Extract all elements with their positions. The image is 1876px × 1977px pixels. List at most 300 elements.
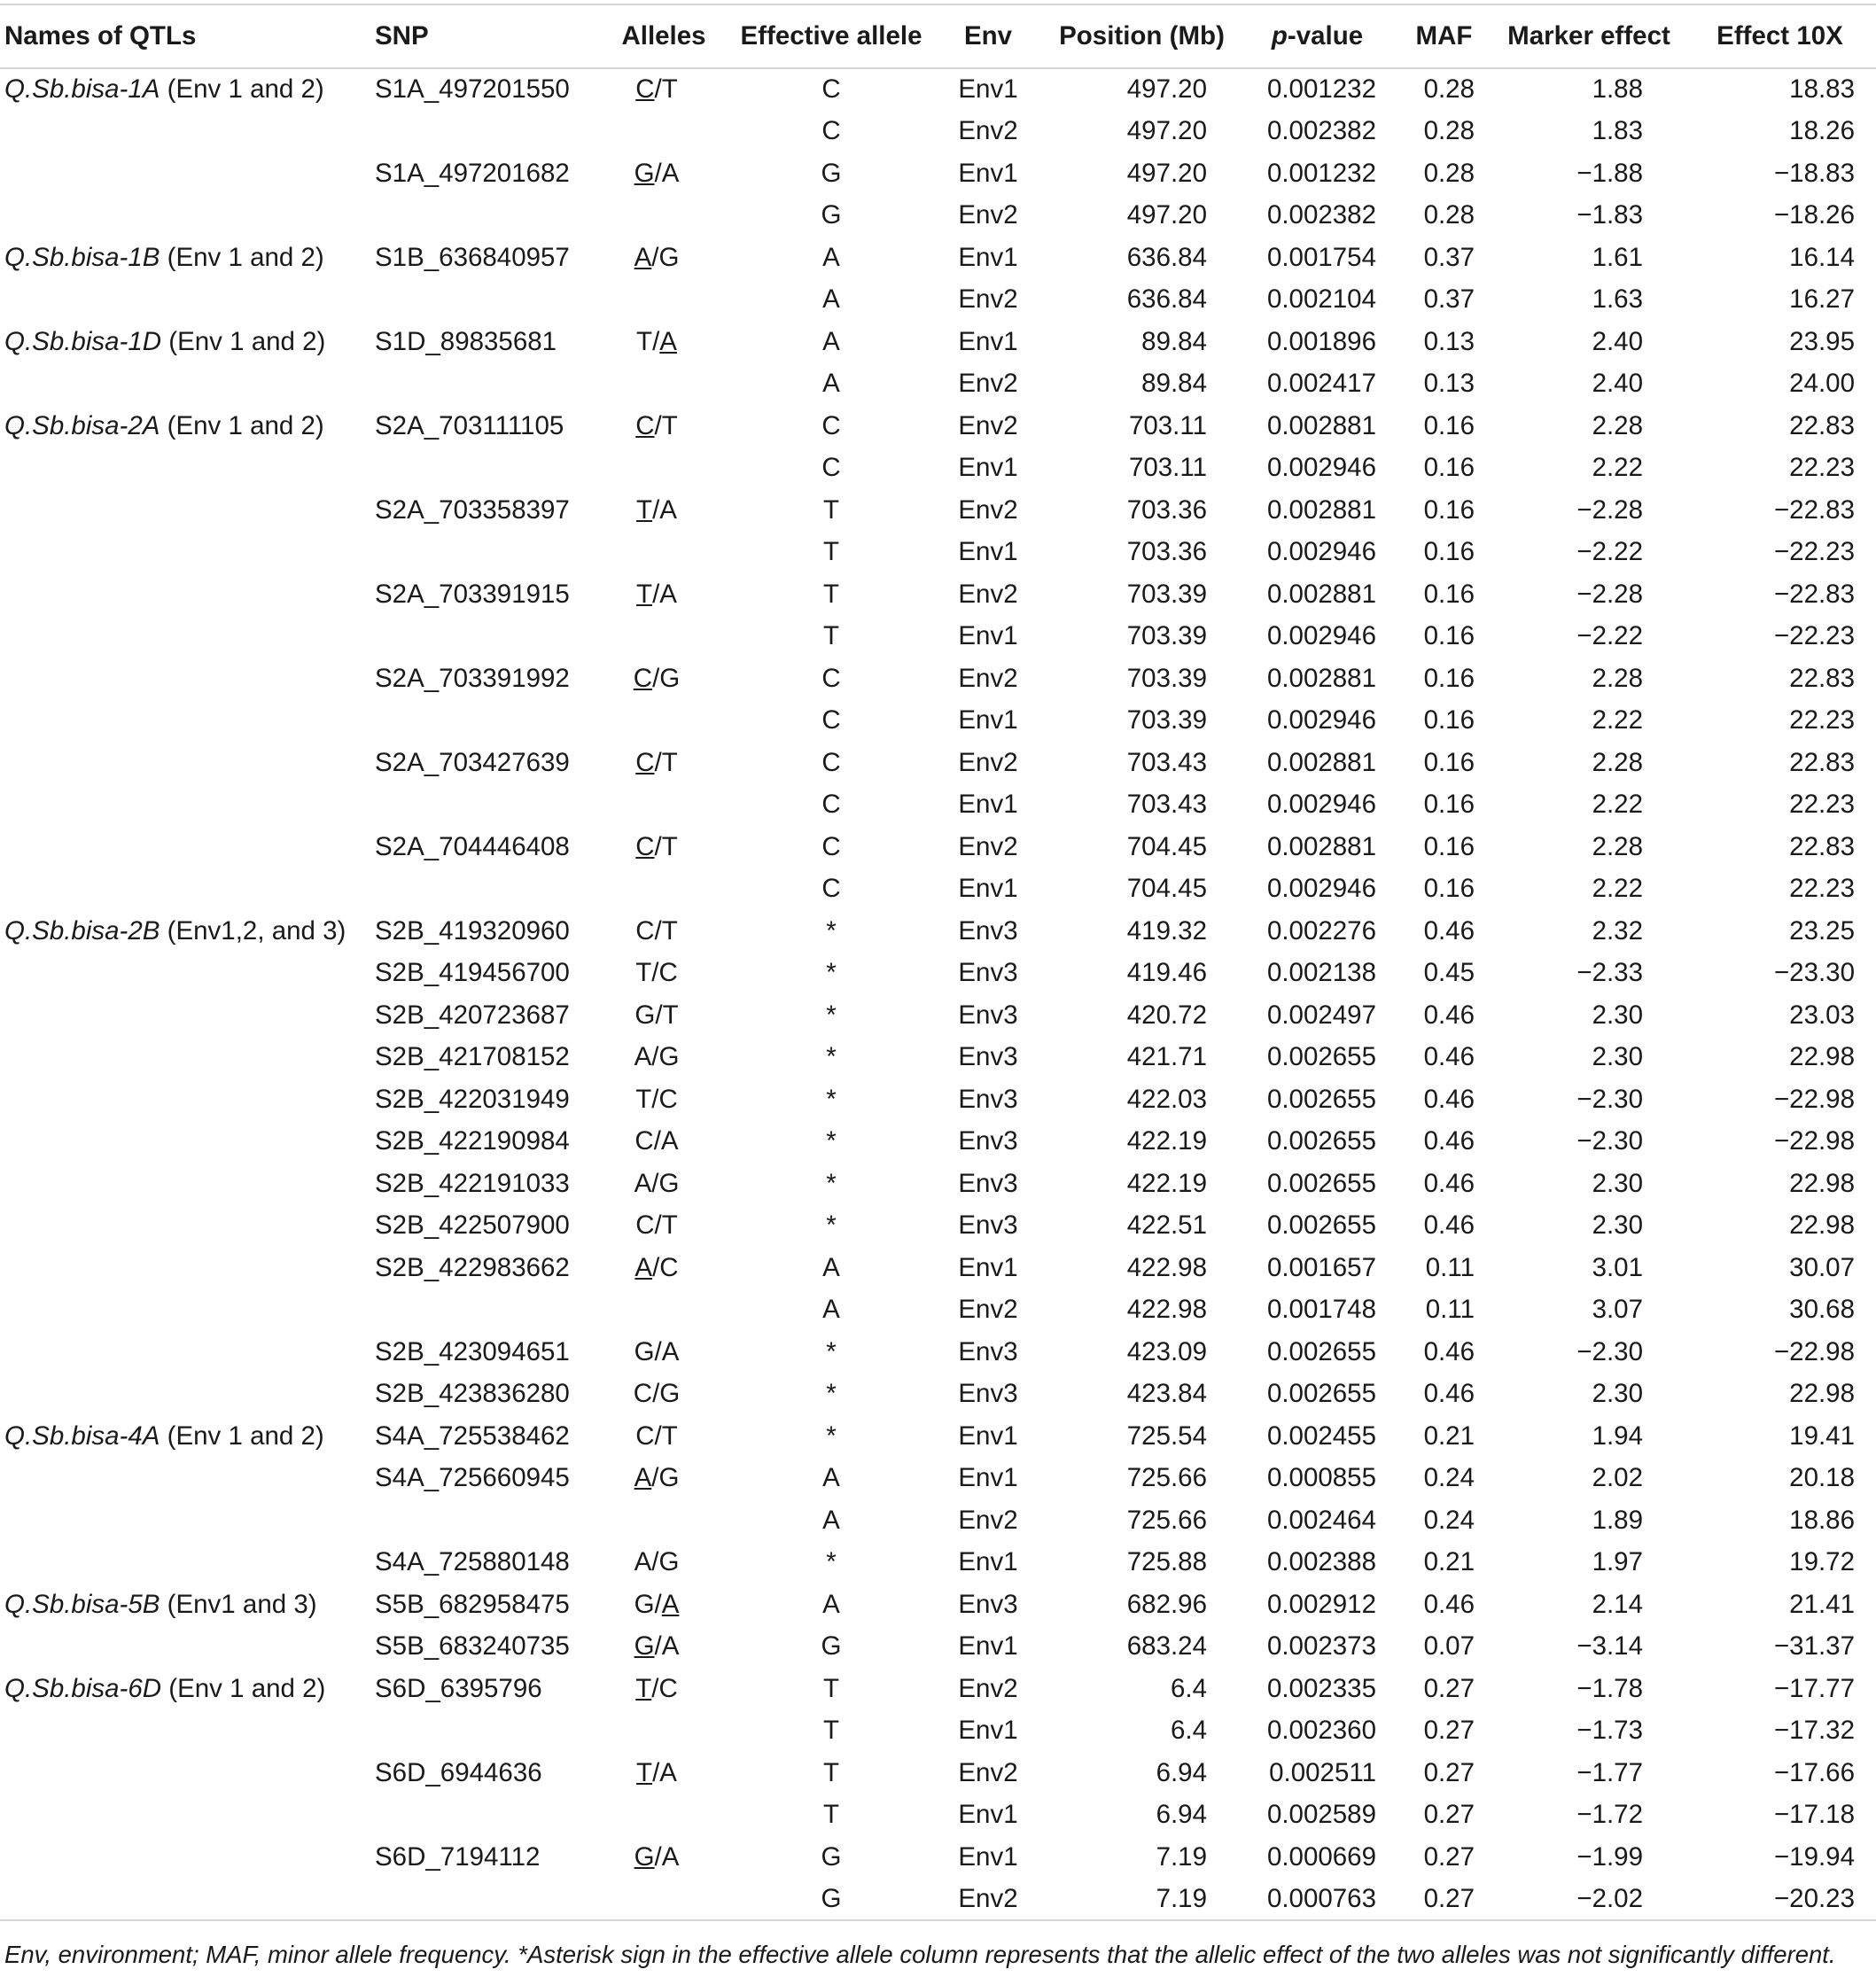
cell-snp bbox=[366, 616, 598, 658]
cell-effect-10x: −22.23 bbox=[1773, 621, 1855, 651]
cell-snp: S1A_497201550 bbox=[375, 74, 570, 105]
cell-effective-allele: G bbox=[821, 158, 842, 188]
cell-effect-10x: −23.30 bbox=[1773, 958, 1855, 988]
allele-separator: / bbox=[653, 1126, 661, 1156]
cell-effective-allele: * bbox=[826, 1000, 837, 1030]
cell-marker-effect: −2.33 bbox=[1576, 958, 1643, 988]
cell-p-value: 0.001657 bbox=[1266, 1252, 1376, 1282]
cell-position: 422.98 bbox=[1126, 1295, 1207, 1325]
cell-p-value: 0.002138 bbox=[1266, 958, 1376, 988]
cell-alleles bbox=[598, 1710, 729, 1753]
cell-effective-allele: C bbox=[821, 705, 841, 736]
table-row bbox=[0, 1879, 1876, 1921]
allele-separator: / bbox=[654, 1420, 662, 1451]
cell-p-value: 0.002511 bbox=[1269, 1757, 1376, 1787]
cell-snp: S2A_703391992 bbox=[375, 663, 570, 693]
cell-maf: 0.11 bbox=[1425, 1295, 1475, 1325]
cell-effect-10x: 23.25 bbox=[1789, 915, 1855, 946]
cell-marker-effect: 3.07 bbox=[1592, 1295, 1643, 1325]
cell-marker-effect: −2.30 bbox=[1576, 1336, 1643, 1366]
cell-alleles bbox=[598, 1163, 729, 1205]
cell-snp: S5B_682958475 bbox=[375, 1589, 570, 1619]
cell-effect-10x: 19.72 bbox=[1789, 1547, 1855, 1577]
cell-alleles bbox=[598, 237, 729, 279]
header-p-value bbox=[1241, 4, 1394, 68]
table-row bbox=[0, 784, 1876, 827]
cell-qtl-name bbox=[0, 1247, 366, 1289]
allele-2: C bbox=[658, 1673, 678, 1703]
allele-2: T bbox=[661, 915, 678, 946]
allele-1: C bbox=[635, 831, 655, 861]
allele-1: A bbox=[634, 1168, 652, 1198]
cell-maf: 0.21 bbox=[1423, 1547, 1475, 1577]
cell-qtl-name bbox=[0, 784, 366, 827]
allele-2: G bbox=[658, 242, 680, 272]
allele-separator: / bbox=[654, 1841, 662, 1872]
allele-separator: / bbox=[651, 1042, 659, 1072]
cell-qtl-name bbox=[0, 1289, 366, 1332]
cell-qtl-name bbox=[0, 1415, 366, 1458]
allele-1: C bbox=[635, 410, 655, 440]
table-row bbox=[0, 1458, 1876, 1500]
table-row bbox=[0, 68, 1876, 111]
cell-marker-effect: 2.14 bbox=[1592, 1589, 1643, 1619]
cell-snp bbox=[366, 195, 598, 237]
cell-p-value: 0.002417 bbox=[1266, 369, 1376, 399]
header-effect-10x: Effect 10X bbox=[1684, 4, 1876, 68]
cell-p-value: 0.001232 bbox=[1266, 74, 1376, 105]
table-row bbox=[0, 321, 1876, 363]
cell-effective-allele: C bbox=[821, 410, 841, 440]
allele-2: T bbox=[661, 410, 678, 440]
table-row bbox=[0, 742, 1876, 784]
cell-marker-effect: 1.94 bbox=[1592, 1420, 1643, 1451]
cell-qtl-name bbox=[0, 1752, 366, 1794]
allele-separator: / bbox=[651, 1084, 659, 1114]
allele-1: G bbox=[634, 158, 655, 188]
cell-p-value: 0.002946 bbox=[1266, 453, 1376, 483]
table-row bbox=[0, 1752, 1876, 1794]
cell-position: 725.54 bbox=[1126, 1420, 1207, 1451]
cell-env: Env3 bbox=[958, 1379, 1018, 1409]
allele-2: G bbox=[658, 1547, 680, 1577]
cell-alleles bbox=[598, 1584, 729, 1626]
cell-qtl-name bbox=[0, 321, 366, 363]
cell-position: 421.71 bbox=[1126, 1042, 1207, 1072]
cell-position: 422.98 bbox=[1126, 1252, 1207, 1282]
cell-position: 497.20 bbox=[1126, 116, 1207, 146]
allele-2: A bbox=[661, 158, 680, 188]
cell-effect-10x: 22.23 bbox=[1789, 874, 1855, 904]
cell-qtl-name bbox=[0, 1584, 366, 1626]
cell-env: Env3 bbox=[958, 1589, 1018, 1619]
cell-marker-effect: −1.88 bbox=[1576, 158, 1643, 188]
cell-marker-effect: 2.32 bbox=[1592, 915, 1643, 946]
table-row bbox=[0, 1794, 1876, 1837]
allele-separator: / bbox=[654, 1210, 662, 1241]
cell-qtl-name bbox=[0, 700, 366, 743]
cell-maf: 0.46 bbox=[1423, 915, 1475, 946]
cell-env: Env3 bbox=[958, 1168, 1018, 1198]
allele-1: G bbox=[634, 1589, 655, 1619]
header-alleles: Alleles bbox=[598, 4, 729, 68]
cell-qtl-name bbox=[0, 279, 366, 322]
cell-p-value: 0.002104 bbox=[1266, 284, 1376, 315]
cell-p-value: 0.002388 bbox=[1266, 1547, 1376, 1577]
cell-p-value: 0.002655 bbox=[1266, 1336, 1376, 1366]
cell-maf: 0.27 bbox=[1423, 1757, 1475, 1787]
cell-qtl-name bbox=[0, 1626, 366, 1669]
cell-maf: 0.46 bbox=[1423, 1336, 1475, 1366]
cell-p-value: 0.002276 bbox=[1266, 915, 1376, 946]
allele-separator: / bbox=[655, 1000, 663, 1030]
cell-maf: 0.46 bbox=[1423, 1000, 1475, 1030]
cell-env: Env1 bbox=[958, 1463, 1018, 1493]
qtl-name: Q.Sb.bisa-1A bbox=[4, 74, 160, 105]
cell-maf: 0.16 bbox=[1423, 579, 1475, 609]
cell-position: 419.46 bbox=[1126, 958, 1207, 988]
cell-snp: S2B_423094651 bbox=[375, 1336, 570, 1366]
cell-position: 497.20 bbox=[1126, 74, 1207, 105]
cell-marker-effect: 2.30 bbox=[1592, 1168, 1643, 1198]
qtl-table bbox=[0, 4, 1876, 1921]
cell-p-value: 0.002946 bbox=[1266, 874, 1376, 904]
cell-env: Env2 bbox=[958, 284, 1018, 315]
table-row bbox=[0, 1289, 1876, 1332]
cell-alleles bbox=[598, 152, 729, 195]
allele-1: A bbox=[634, 1463, 652, 1493]
table-row bbox=[0, 1626, 1876, 1669]
cell-effective-allele: C bbox=[821, 790, 841, 820]
cell-position: 704.45 bbox=[1126, 874, 1207, 904]
cell-qtl-name bbox=[0, 616, 366, 658]
cell-snp: S2A_703427639 bbox=[375, 747, 570, 777]
cell-position: 703.11 bbox=[1128, 410, 1207, 440]
cell-effective-allele: C bbox=[821, 453, 841, 483]
cell-effect-10x: 18.26 bbox=[1789, 116, 1855, 146]
cell-effective-allele: A bbox=[822, 1463, 840, 1493]
cell-effect-10x: 16.14 bbox=[1789, 242, 1855, 272]
cell-alleles bbox=[598, 1626, 729, 1669]
cell-effective-allele: * bbox=[826, 1210, 837, 1241]
cell-qtl-name bbox=[0, 826, 366, 868]
cell-snp: S6D_6395796 bbox=[375, 1673, 542, 1703]
cell-snp: S6D_6944636 bbox=[375, 1757, 542, 1787]
cell-effective-allele: * bbox=[826, 1379, 837, 1409]
header-p-suffix: -value bbox=[1287, 21, 1364, 51]
cell-effect-10x: −18.83 bbox=[1773, 158, 1855, 188]
cell-marker-effect: 1.83 bbox=[1592, 116, 1643, 146]
cell-effect-10x: −20.23 bbox=[1684, 1879, 1876, 1921]
cell-effect-10x: −17.18 bbox=[1773, 1800, 1855, 1830]
cell-p-value: 0.001754 bbox=[1266, 242, 1376, 272]
cell-alleles bbox=[598, 1752, 729, 1794]
table-body bbox=[0, 68, 1876, 1920]
cell-snp: S1D_89835681 bbox=[375, 326, 557, 356]
cell-marker-effect: −2.28 bbox=[1576, 494, 1643, 525]
allele-separator: / bbox=[654, 1336, 662, 1366]
cell-effective-allele: A bbox=[822, 1505, 840, 1535]
cell-qtl-name bbox=[0, 1668, 366, 1710]
table-row bbox=[0, 1121, 1876, 1164]
allele-2: G bbox=[658, 1042, 680, 1072]
cell-env: Env1 bbox=[958, 453, 1018, 483]
cell-snp bbox=[366, 1794, 598, 1837]
cell-effect-10x: 22.98 bbox=[1789, 1210, 1855, 1241]
cell-alleles bbox=[598, 994, 729, 1037]
cell-env: Env2 bbox=[958, 200, 1018, 230]
cell-snp: S2A_703358397 bbox=[375, 494, 570, 525]
cell-env: Env1 bbox=[958, 1420, 1018, 1451]
cell-p-value: 0.002946 bbox=[1266, 705, 1376, 736]
table-row bbox=[0, 1037, 1876, 1079]
table-row bbox=[0, 910, 1876, 953]
cell-effective-allele: T bbox=[822, 1673, 840, 1703]
cell-qtl-name bbox=[0, 1794, 366, 1837]
cell-qtl-name bbox=[0, 1163, 366, 1205]
cell-position: 703.39 bbox=[1126, 663, 1207, 693]
cell-p-value: 0.002881 bbox=[1266, 494, 1376, 525]
cell-marker-effect: 1.61 bbox=[1592, 242, 1643, 272]
cell-position: 7.19 bbox=[1043, 1879, 1241, 1921]
cell-p-value: 0.002455 bbox=[1266, 1420, 1376, 1451]
cell-env: Env2 bbox=[933, 1879, 1043, 1921]
table-row bbox=[0, 152, 1876, 195]
cell-p-value: 0.000763 bbox=[1241, 1879, 1394, 1921]
cell-env: Env3 bbox=[958, 1000, 1018, 1030]
cell-effective-allele: G bbox=[821, 1841, 842, 1872]
cell-p-value: 0.002655 bbox=[1266, 1126, 1376, 1156]
cell-env: Env2 bbox=[958, 663, 1018, 693]
cell-effective-allele: C bbox=[821, 663, 841, 693]
allele-separator: / bbox=[652, 494, 660, 525]
cell-env: Env2 bbox=[958, 831, 1018, 861]
allele-1: C bbox=[635, 747, 655, 777]
cell-marker-effect: 2.22 bbox=[1592, 790, 1643, 820]
cell-effect-10x: −17.66 bbox=[1773, 1757, 1855, 1787]
cell-p-value: 0.002655 bbox=[1266, 1042, 1376, 1072]
allele-1: T bbox=[636, 326, 653, 356]
table-row bbox=[0, 826, 1876, 868]
allele-2: T bbox=[661, 747, 678, 777]
allele-1: C bbox=[635, 1420, 655, 1451]
cell-maf: 0.16 bbox=[1423, 410, 1475, 440]
allele-separator: / bbox=[654, 1631, 662, 1662]
cell-maf: 0.13 bbox=[1423, 369, 1475, 399]
cell-p-value: 0.002655 bbox=[1266, 1168, 1376, 1198]
cell-effective-allele: T bbox=[822, 494, 840, 525]
table-row bbox=[0, 953, 1876, 995]
cell-effective-allele: T bbox=[822, 537, 840, 567]
allele-2: C bbox=[659, 1252, 679, 1282]
qtl-name: Q.Sb.bisa-2B bbox=[4, 915, 160, 946]
cell-snp: S2B_420723687 bbox=[375, 1000, 570, 1030]
header-maf: MAF bbox=[1394, 4, 1494, 68]
allele-separator: / bbox=[652, 1252, 660, 1282]
cell-marker-effect: 2.22 bbox=[1592, 874, 1643, 904]
cell-snp: S4A_725538462 bbox=[375, 1420, 570, 1451]
cell-position: 422.19 bbox=[1126, 1168, 1207, 1198]
cell-maf: 0.27 bbox=[1423, 1841, 1475, 1872]
cell-effective-allele: * bbox=[826, 915, 837, 946]
cell-env: Env1 bbox=[958, 1716, 1018, 1746]
cell-env: Env1 bbox=[958, 1631, 1018, 1662]
cell-qtl-name bbox=[0, 1037, 366, 1079]
cell-maf: 0.16 bbox=[1423, 453, 1475, 483]
allele-separator: / bbox=[654, 747, 662, 777]
allele-2: G bbox=[658, 1168, 680, 1198]
table-row bbox=[0, 1078, 1876, 1121]
cell-env: Env2 bbox=[958, 1505, 1018, 1535]
cell-maf: 0.13 bbox=[1423, 326, 1475, 356]
cell-env: Env2 bbox=[958, 410, 1018, 440]
cell-effect-10x: −17.77 bbox=[1773, 1673, 1855, 1703]
cell-marker-effect: −1.77 bbox=[1576, 1757, 1643, 1787]
cell-effect-10x: 30.07 bbox=[1789, 1252, 1855, 1282]
cell-maf: 0.46 bbox=[1423, 1084, 1475, 1114]
cell-p-value: 0.002912 bbox=[1266, 1589, 1376, 1619]
cell-position: 704.45 bbox=[1126, 831, 1207, 861]
allele-separator: / bbox=[654, 1589, 662, 1619]
cell-marker-effect: 2.40 bbox=[1592, 369, 1643, 399]
allele-separator: / bbox=[652, 326, 660, 356]
cell-env: Env3 bbox=[958, 958, 1018, 988]
cell-p-value: 0.002497 bbox=[1266, 1000, 1376, 1030]
allele-1: T bbox=[636, 1757, 653, 1787]
header-position: Position (Mb) bbox=[1043, 4, 1241, 68]
cell-p-value: 0.002382 bbox=[1266, 116, 1376, 146]
cell-effective-allele: * bbox=[826, 1420, 837, 1451]
table-row bbox=[0, 1163, 1876, 1205]
cell-effect-10x: 19.41 bbox=[1789, 1420, 1855, 1451]
cell-marker-effect: 2.30 bbox=[1592, 1379, 1643, 1409]
cell-qtl-name bbox=[0, 1374, 366, 1416]
cell-position: 682.96 bbox=[1126, 1589, 1207, 1619]
cell-alleles bbox=[598, 1879, 729, 1921]
cell-snp: S2B_419456700 bbox=[375, 958, 570, 988]
table-row bbox=[0, 616, 1876, 658]
cell-effect-10x: −22.83 bbox=[1773, 494, 1855, 525]
cell-marker-effect: 2.30 bbox=[1592, 1000, 1643, 1030]
cell-p-value: 0.002946 bbox=[1266, 537, 1376, 567]
cell-env: Env3 bbox=[958, 1042, 1018, 1072]
cell-snp: S1A_497201682 bbox=[375, 158, 570, 188]
cell-alleles bbox=[598, 1331, 729, 1374]
cell-p-value: 0.002373 bbox=[1266, 1631, 1376, 1662]
cell-snp: S2B_421708152 bbox=[375, 1042, 570, 1072]
cell-env: Env1 bbox=[958, 1800, 1018, 1830]
cell-maf: 0.45 bbox=[1423, 958, 1475, 988]
cell-effect-10x: 22.23 bbox=[1789, 790, 1855, 820]
table-row bbox=[0, 1836, 1876, 1879]
cell-maf: 0.24 bbox=[1423, 1505, 1475, 1535]
cell-maf: 0.46 bbox=[1423, 1589, 1475, 1619]
cell-alleles bbox=[598, 68, 729, 111]
cell-marker-effect: −1.73 bbox=[1576, 1716, 1643, 1746]
cell-env: Env1 bbox=[958, 1841, 1018, 1872]
cell-effect-10x: −18.26 bbox=[1773, 200, 1855, 230]
cell-alleles bbox=[598, 573, 729, 616]
cell-position: 703.43 bbox=[1126, 790, 1207, 820]
cell-marker-effect: 2.30 bbox=[1592, 1042, 1643, 1072]
cell-marker-effect: 2.28 bbox=[1592, 747, 1643, 777]
cell-qtl-name bbox=[0, 237, 366, 279]
allele-1: G bbox=[634, 1631, 655, 1662]
allele-separator: / bbox=[654, 831, 662, 861]
allele-2: A bbox=[659, 494, 677, 525]
allele-1: G bbox=[634, 1336, 655, 1366]
cell-effective-allele: A bbox=[822, 242, 840, 272]
cell-snp: S1B_636840957 bbox=[375, 242, 570, 272]
cell-alleles bbox=[598, 279, 729, 322]
cell-p-value: 0.002881 bbox=[1266, 579, 1376, 609]
cell-env: Env3 bbox=[958, 915, 1018, 946]
qtl-env: (Env 1 and 2) bbox=[160, 74, 324, 105]
cell-position: 636.84 bbox=[1126, 242, 1207, 272]
cell-env: Env1 bbox=[958, 705, 1018, 736]
cell-snp bbox=[366, 868, 598, 911]
cell-effective-allele: C bbox=[821, 874, 841, 904]
cell-position: 89.84 bbox=[1141, 369, 1207, 399]
cell-position: 422.19 bbox=[1126, 1126, 1207, 1156]
cell-env: Env3 bbox=[958, 1126, 1018, 1156]
cell-qtl-name bbox=[0, 489, 366, 532]
cell-position: 6.4 bbox=[1170, 1673, 1207, 1703]
cell-env: Env3 bbox=[958, 1210, 1018, 1241]
allele-1: G bbox=[634, 1841, 655, 1872]
header-effective-allele: Effective allele bbox=[729, 4, 933, 68]
table-row bbox=[0, 1205, 1876, 1248]
cell-snp: S4A_725880148 bbox=[375, 1547, 570, 1577]
table-row bbox=[0, 1542, 1876, 1584]
allele-1: C bbox=[633, 663, 653, 693]
cell-p-value: 0.000669 bbox=[1266, 1841, 1376, 1872]
cell-effect-10x: −22.83 bbox=[1773, 579, 1855, 609]
allele-separator: / bbox=[654, 410, 662, 440]
cell-qtl-name bbox=[0, 573, 366, 616]
allele-separator: / bbox=[652, 1379, 660, 1409]
allele-2: T bbox=[662, 1000, 679, 1030]
cell-snp: S2B_422507900 bbox=[375, 1210, 570, 1241]
cell-maf: 0.28 bbox=[1423, 200, 1475, 230]
cell-env: Env3 bbox=[958, 1336, 1018, 1366]
cell-qtl-name bbox=[0, 1879, 366, 1921]
cell-alleles bbox=[598, 616, 729, 658]
cell-effect-10x: 22.98 bbox=[1789, 1042, 1855, 1072]
cell-qtl-name bbox=[0, 111, 366, 153]
cell-snp: S5B_683240735 bbox=[375, 1631, 570, 1662]
allele-1: T bbox=[635, 1084, 652, 1114]
cell-position: 725.88 bbox=[1126, 1547, 1207, 1577]
cell-env: Env1 bbox=[958, 790, 1018, 820]
header-marker-effect: Marker effect bbox=[1494, 4, 1684, 68]
header-p-italic: p bbox=[1271, 21, 1288, 51]
cell-effect-10x: 18.86 bbox=[1789, 1505, 1855, 1535]
cell-snp bbox=[366, 1710, 598, 1753]
cell-maf: 0.28 bbox=[1423, 158, 1475, 188]
allele-2: A bbox=[659, 326, 677, 356]
cell-qtl-name bbox=[0, 1078, 366, 1121]
cell-maf: 0.27 bbox=[1423, 1800, 1475, 1830]
cell-maf: 0.16 bbox=[1423, 705, 1475, 736]
cell-alleles bbox=[598, 700, 729, 743]
cell-maf: 0.21 bbox=[1423, 1420, 1475, 1451]
cell-marker-effect: 2.28 bbox=[1592, 410, 1643, 440]
cell-env: Env1 bbox=[958, 326, 1018, 356]
cell-maf: 0.16 bbox=[1423, 831, 1475, 861]
cell-maf: 0.46 bbox=[1423, 1126, 1475, 1156]
cell-position: 423.84 bbox=[1126, 1379, 1207, 1409]
